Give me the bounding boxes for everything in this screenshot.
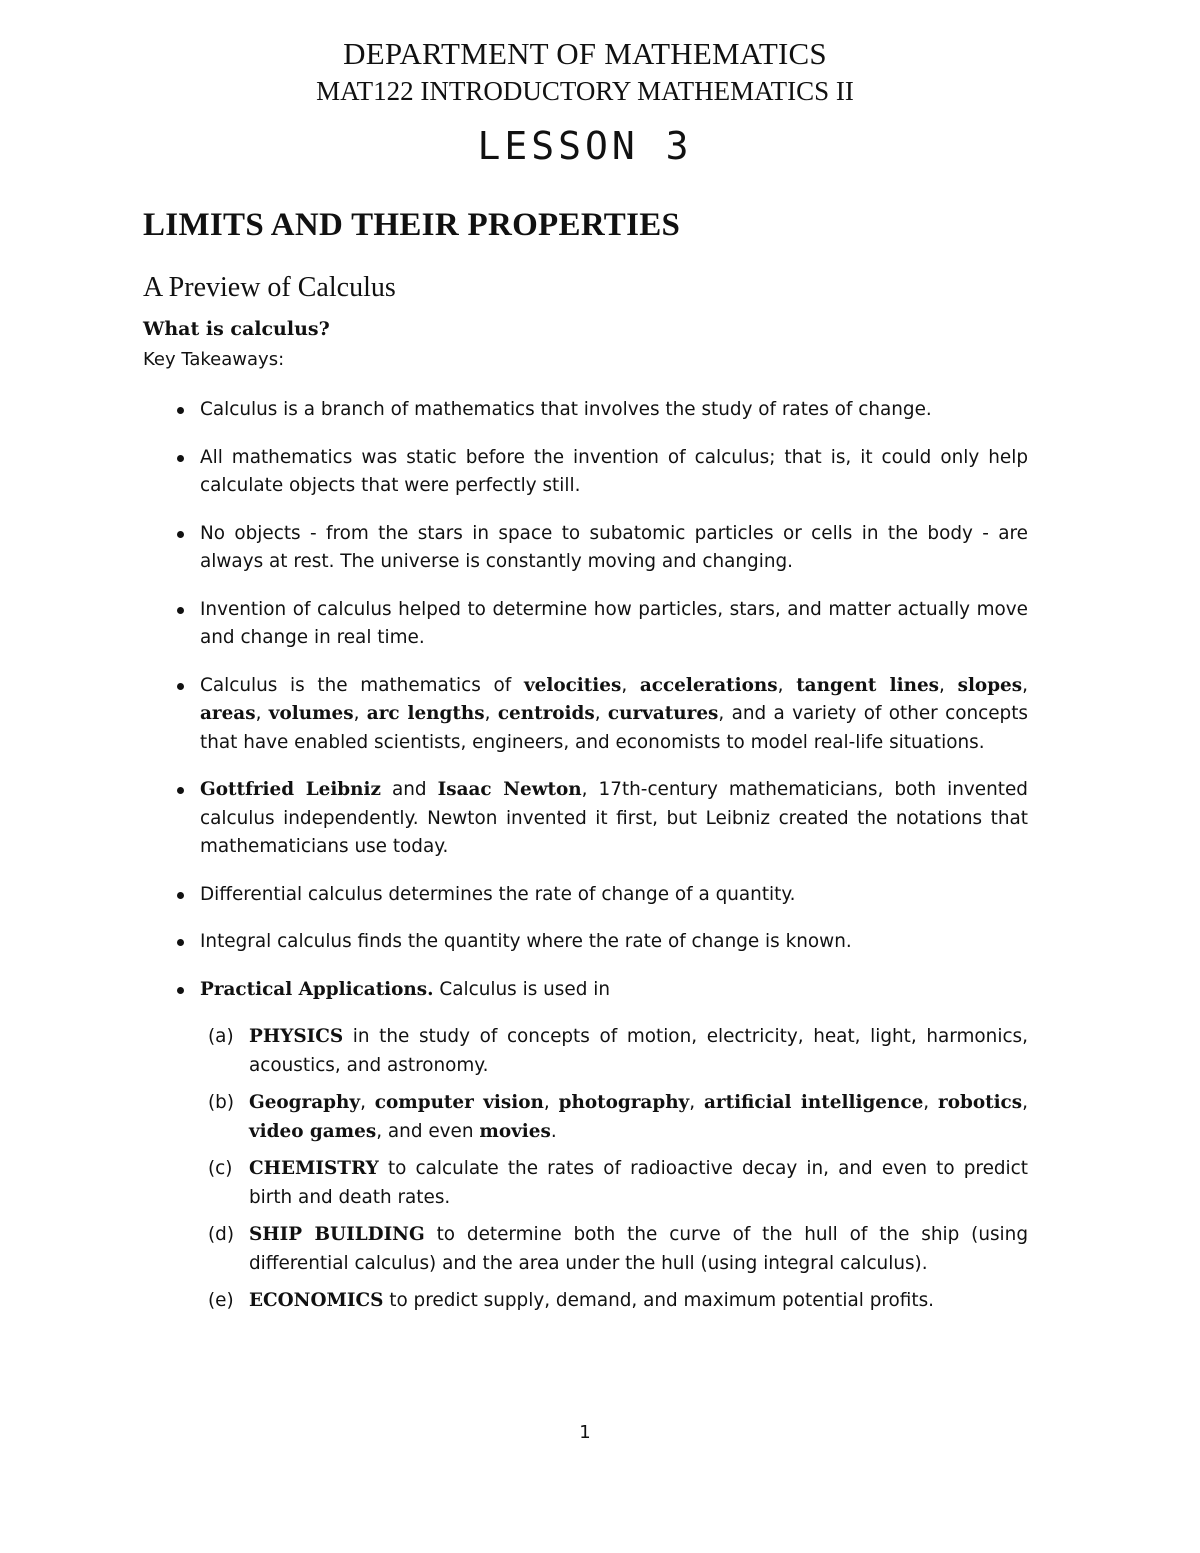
bullet-text: Integral calculus finds the quantity where the rate of change is known. — [200, 931, 852, 952]
keyword: movies — [479, 1120, 551, 1142]
keyword: video games — [249, 1120, 377, 1142]
list-item — [143, 596, 1028, 653]
bullet-icon — [177, 607, 184, 614]
keyword: centroids — [497, 703, 595, 724]
bullet-text: Calculus is used in — [433, 978, 610, 1000]
separator: , — [1022, 674, 1028, 696]
keyword: artificial intelligence — [703, 1092, 924, 1113]
application-item — [200, 1023, 1028, 1080]
bullet-icon — [177, 531, 184, 538]
keyword: volumes — [268, 703, 354, 724]
bullet-icon — [177, 892, 184, 899]
list-item — [143, 672, 1028, 758]
separator: , — [777, 674, 797, 696]
bullet-text: Invention of calculus helped to determine how particles, stars, and matter actually move and change in real time. — [200, 598, 1028, 648]
department-heading: DEPARTMENT OF MATHEMATICS — [343, 36, 827, 71]
bullet-text: No objects - from the stars in space to subatomic particles or cells in the body - are always at rest. The universe is constantly moving and changing. — [200, 522, 1028, 572]
bullet-text: Differential calculus determines the rate of change of a quantity. — [200, 883, 796, 905]
keyword: Geography — [249, 1092, 361, 1113]
keyword: photography — [558, 1092, 690, 1113]
bullet-text: , and a variety of other concepts that have enabled scientists, engineers, and economists to model real-life situations. — [200, 703, 1028, 753]
separator: , — [689, 1092, 704, 1113]
application-item — [200, 1089, 1028, 1146]
item-text: to determine both the curve of the hull of the ship (using differential calculus) and the area under the hull (using integral calculus). — [249, 1224, 1028, 1274]
keyword: CHEMISTRY — [249, 1158, 379, 1179]
application-item — [200, 1287, 1028, 1316]
item-text: in the study of concepts of motion, electricity, heat, light, harmonics, acoustics, and astronomy. — [249, 1026, 1028, 1076]
item-text: to predict supply, demand, and maximum potential profits. — [383, 1290, 935, 1311]
application-item — [200, 1155, 1028, 1212]
item-text: to calculate the rates of radioactive decay in, and even to predict birth and death rates. — [249, 1158, 1028, 1208]
enum-label: (a) — [208, 1026, 234, 1047]
separator: , — [923, 1092, 938, 1113]
section-title: LIMITS AND THEIR PROPERTIES — [143, 207, 681, 243]
keyword: velocities — [523, 674, 622, 696]
separator: , — [594, 703, 608, 724]
takeaways-label: Key Takeaways: — [143, 349, 285, 370]
separator: , — [353, 703, 367, 724]
bullet-icon — [177, 683, 184, 690]
separator: , — [621, 674, 640, 696]
keyword: curvatures — [607, 703, 719, 724]
separator: , — [543, 1092, 559, 1113]
enum-label: (d) — [208, 1224, 235, 1245]
separator: , and even — [376, 1120, 480, 1142]
list-item — [143, 396, 1028, 425]
bullet-text: Calculus is a branch of mathematics that involves the study of rates of change. — [200, 399, 932, 420]
separator: , — [360, 1092, 375, 1113]
takeaways-list — [143, 396, 1028, 1335]
keyword: computer vision — [374, 1092, 544, 1113]
keyword: PHYSICS — [249, 1026, 344, 1047]
separator: , — [1022, 1092, 1028, 1113]
item-text: . — [550, 1120, 557, 1142]
keyword: tangent lines — [796, 674, 940, 696]
list-item — [143, 881, 1028, 910]
keyword: Gottfried Leibniz — [200, 779, 381, 800]
enum-label: (c) — [208, 1158, 233, 1179]
lesson-title: LESSON 3 — [477, 124, 693, 168]
bullet-icon — [177, 407, 184, 414]
enum-label: (b) — [208, 1092, 235, 1113]
separator: , — [939, 674, 958, 696]
keyword: Isaac Newton — [437, 779, 582, 800]
keyword: ECONOMICS — [249, 1290, 384, 1311]
bullet-text: , 17th-century mathematicians, both invented calculus independently. Newton invented it first, but Leibniz created the notations that mathematicians use today. — [200, 779, 1028, 857]
course-heading: MAT122 INTRODUCTORY MATHEMATICS II — [316, 76, 854, 106]
question-heading: What is calculus? — [143, 318, 330, 340]
list-item — [143, 976, 1028, 1316]
page-number: 1 — [579, 1422, 591, 1443]
keyword: areas — [200, 703, 256, 724]
application-item — [200, 1221, 1028, 1278]
separator: and — [380, 779, 438, 800]
bullet-icon — [177, 987, 184, 994]
list-item — [143, 444, 1028, 501]
keyword: SHIP BUILDING — [249, 1224, 425, 1245]
list-item — [143, 928, 1028, 957]
bullet-icon — [177, 939, 184, 946]
list-item — [143, 776, 1028, 862]
bullet-text: Calculus is the mathematics of — [200, 674, 524, 696]
enum-label: (e) — [208, 1290, 234, 1311]
keyword: accelerations — [639, 674, 778, 696]
list-item — [143, 520, 1028, 577]
separator: , — [255, 703, 269, 724]
bullet-icon — [177, 787, 184, 794]
subsection-title: A Preview of Calculus — [143, 272, 396, 303]
separator: , — [484, 703, 498, 724]
bullet-icon — [177, 455, 184, 462]
keyword: arc lengths — [366, 703, 485, 724]
keyword: robotics — [938, 1092, 1023, 1113]
applications-list — [200, 1023, 1028, 1316]
keyword: Practical Applications. — [200, 978, 434, 1000]
keyword: slopes — [957, 674, 1023, 696]
bullet-text: All mathematics was static before the invention of calculus; that is, it could only help calculate objects that were perfectly still. — [200, 446, 1028, 496]
